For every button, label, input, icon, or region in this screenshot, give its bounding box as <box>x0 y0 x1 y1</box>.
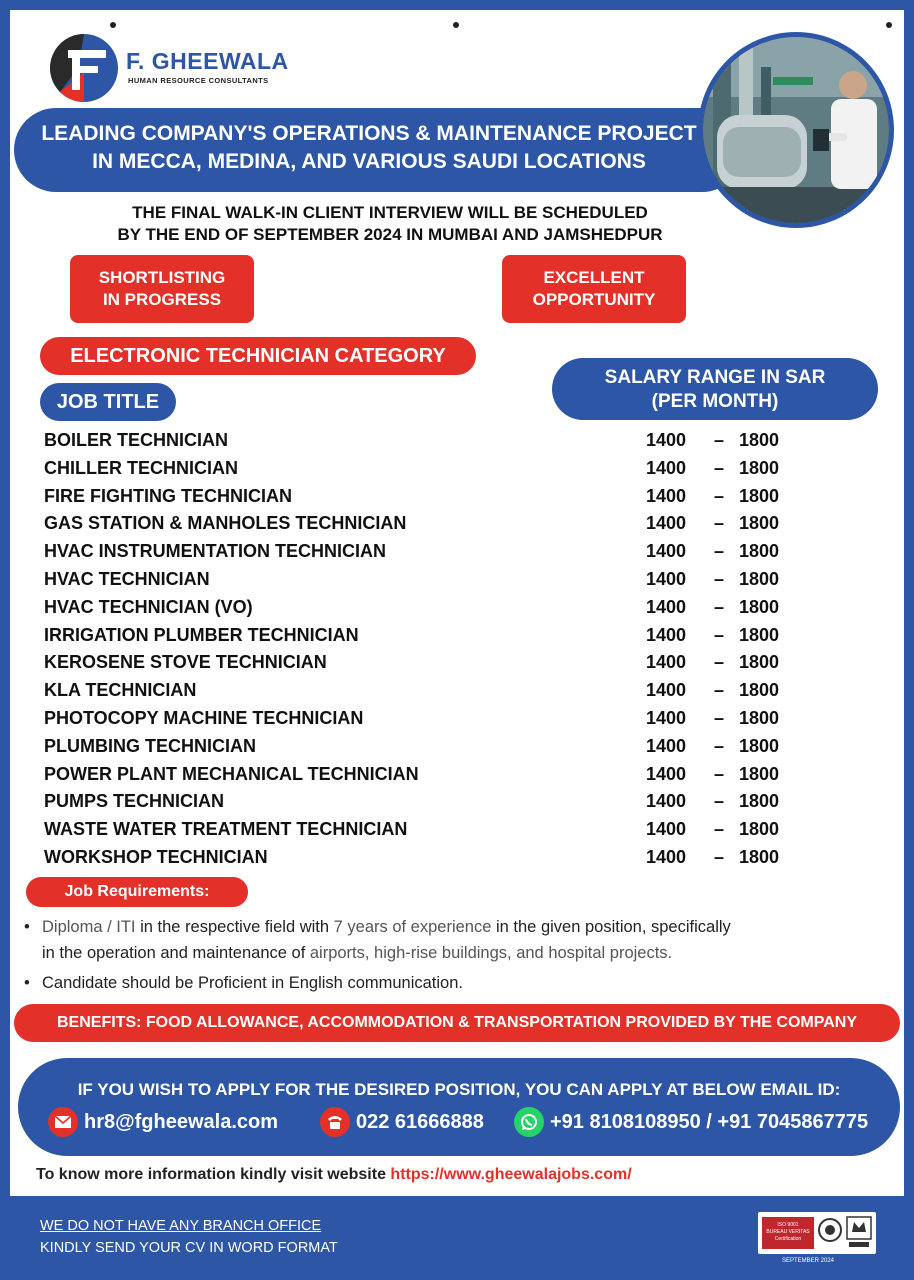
job-title: HVAC INSTRUMENTATION TECHNICIAN <box>44 541 386 562</box>
salary-max: 1800 <box>739 819 780 840</box>
job-title: PHOTOCOPY MACHINE TECHNICIAN <box>44 707 364 728</box>
interview-line: THE FINAL WALK-IN CLIENT INTERVIEW WILL BE SCHEDULED <box>132 203 648 222</box>
job-row <box>44 733 854 761</box>
req-text: in the operation and maintenance of <box>42 944 310 962</box>
salary-min: 1400 <box>646 846 687 867</box>
job-row <box>44 622 854 650</box>
pin-dot <box>886 22 892 28</box>
job-row <box>44 566 854 594</box>
pin-dot <box>110 22 116 28</box>
contact-intro: IF YOU WISH TO APPLY FOR THE DESIRED POSITION, YOU CAN APPLY AT BELOW EMAIL ID: <box>77 1080 841 1099</box>
salary-min: 1400 <box>646 513 687 534</box>
job-title: WORKSHOP TECHNICIAN <box>44 846 268 867</box>
requirement-item <box>24 914 884 966</box>
job-row <box>44 816 854 844</box>
job-row <box>44 483 854 511</box>
ukas-crown-icon <box>846 1216 872 1250</box>
salary-max: 1800 <box>739 596 780 617</box>
jobs-table <box>44 427 854 872</box>
job-title-header: JOB TITLE <box>40 383 176 421</box>
salary-dash: – <box>714 791 725 812</box>
technician-photo <box>698 32 894 228</box>
contact-panel <box>18 1058 900 1156</box>
website-text: To know more information kindly visit website <box>36 1166 391 1183</box>
salary-dash: – <box>714 735 725 756</box>
job-title: HVAC TECHNICIAN <box>44 568 210 589</box>
phone-contact[interactable] <box>320 1106 484 1138</box>
phone-number[interactable]: 022 61666888 <box>356 1110 484 1133</box>
salary-min: 1400 <box>646 819 687 840</box>
salary-max: 1800 <box>739 568 780 589</box>
job-title: GAS STATION & MANHOLES TECHNICIAN <box>44 513 407 534</box>
website-line <box>36 1166 632 1184</box>
headline-line: IN MECCA, MEDINA, AND VARIOUS SAUDI LOCATIONS <box>92 150 646 173</box>
salary-dash: – <box>714 763 725 784</box>
salary-dash: – <box>714 457 725 478</box>
job-title: BOILER TECHNICIAN <box>44 430 228 450</box>
company-logo-icon <box>48 32 120 104</box>
job-title: PUMPS TECHNICIAN <box>44 791 225 812</box>
certification-badge-icon: ISO 9001 BUREAU VERITAS Certification <box>762 1217 814 1249</box>
email-contact[interactable] <box>48 1106 278 1138</box>
salary-header-line: SALARY RANGE IN SAR <box>604 367 826 388</box>
salary-dash: – <box>714 596 725 617</box>
whatsapp-contact[interactable] <box>514 1106 868 1138</box>
req-text: in the respective field with <box>135 918 334 936</box>
pin-dot <box>453 22 459 28</box>
salary-min: 1400 <box>646 707 687 728</box>
salary-min: 1400 <box>646 791 687 812</box>
badge-line: OPPORTUNITY <box>532 290 656 309</box>
interview-line: BY THE END OF SEPTEMBER 2024 IN MUMBAI AND JAMSHEDPUR <box>117 225 663 244</box>
salary-dash: – <box>714 513 725 534</box>
requirements-heading: Job Requirements: <box>26 877 248 907</box>
salary-max: 1800 <box>739 791 780 812</box>
salary-dash: – <box>714 430 725 450</box>
benefits-banner: BENEFITS: FOOD ALLOWANCE, ACCOMMODATION & TRANSPORTATION PROVIDED BY THE COMPANY <box>14 1004 900 1042</box>
salary-dash: – <box>714 624 725 645</box>
job-poster <box>10 10 904 1196</box>
salary-min: 1400 <box>646 624 687 645</box>
req-text: airports, high-rise buildings, and hospital projects. <box>309 944 673 962</box>
category-heading: ELECTRONIC TECHNICIAN CATEGORY <box>40 337 476 375</box>
job-title: CHILLER TECHNICIAN <box>44 457 238 478</box>
requirements-list <box>24 914 884 1000</box>
salary-min: 1400 <box>646 680 687 701</box>
req-text: in the given position, specifically <box>491 918 731 936</box>
whatsapp-icon <box>514 1107 544 1137</box>
certification-date: SEPTEMBER 2024 <box>782 1258 835 1264</box>
salary-dash: – <box>714 541 725 562</box>
salary-dash: – <box>714 652 725 673</box>
job-row <box>44 705 854 733</box>
salary-min: 1400 <box>646 457 687 478</box>
brand-tagline: HUMAN RESOURCE CONSULTANTS <box>128 76 269 85</box>
salary-min: 1400 <box>646 485 687 506</box>
badge-line: IN PROGRESS <box>102 290 222 309</box>
salary-max: 1800 <box>739 652 780 673</box>
job-title: FIRE FIGHTING TECHNICIAN <box>44 485 292 506</box>
footer-cv-notice: KINDLY SEND YOUR CV IN WORD FORMAT <box>40 1240 338 1256</box>
salary-min: 1400 <box>646 541 687 562</box>
job-row <box>44 427 854 455</box>
salary-max: 1800 <box>739 485 780 506</box>
job-title: IRRIGATION PLUMBER TECHNICIAN <box>44 624 359 645</box>
job-title: POWER PLANT MECHANICAL TECHNICIAN <box>44 763 419 784</box>
seal-icon <box>818 1216 842 1250</box>
email-address[interactable]: hr8@fgheewala.com <box>84 1110 279 1133</box>
industrial-scene-icon <box>703 37 889 223</box>
headline-banner <box>14 108 744 192</box>
salary-max: 1800 <box>739 624 780 645</box>
job-row <box>44 761 854 789</box>
website-link[interactable]: https://www.gheewalajobs.com/ <box>390 1166 632 1183</box>
brand-name: F. GHEEWALA <box>126 48 289 74</box>
job-row <box>44 649 854 677</box>
req-text: Diploma / ITI <box>42 918 136 936</box>
job-row <box>44 594 854 622</box>
job-title: PLUMBING TECHNICIAN <box>44 735 256 756</box>
salary-max: 1800 <box>739 735 780 756</box>
job-title: WASTE WATER TREATMENT TECHNICIAN <box>44 819 408 840</box>
job-row <box>44 788 854 816</box>
opportunity-badge <box>502 255 686 323</box>
certification-badges <box>758 1212 876 1254</box>
salary-dash: – <box>714 568 725 589</box>
salary-max: 1800 <box>739 513 780 534</box>
job-title: KLA TECHNICIAN <box>44 680 197 701</box>
salary-max: 1800 <box>739 430 780 450</box>
job-row <box>44 510 854 538</box>
mail-icon <box>48 1107 78 1137</box>
job-row <box>44 844 854 872</box>
interview-notice <box>30 202 750 246</box>
salary-dash: – <box>714 846 725 867</box>
badge-line: EXCELLENT <box>543 268 645 287</box>
job-row <box>44 677 854 705</box>
salary-header-line: (PER MONTH) <box>651 391 779 412</box>
salary-min: 1400 <box>646 430 687 450</box>
salary-max: 1800 <box>739 457 780 478</box>
salary-max: 1800 <box>739 763 780 784</box>
phone-icon <box>320 1107 350 1137</box>
shortlisting-badge <box>70 255 254 323</box>
salary-dash: – <box>714 485 725 506</box>
salary-dash: – <box>714 680 725 701</box>
salary-max: 1800 <box>739 846 780 867</box>
req-text: 7 years of experience <box>333 918 492 936</box>
job-row <box>44 538 854 566</box>
salary-header <box>552 358 878 420</box>
whatsapp-numbers[interactable]: +91 8108108950 / +91 7045867775 <box>550 1110 869 1133</box>
req-text: Candidate should be Proficient in English communication. <box>42 974 463 992</box>
footer-branch-notice: WE DO NOT HAVE ANY BRANCH OFFICE <box>40 1218 322 1234</box>
job-title: HVAC TECHNICIAN (VO) <box>44 596 253 617</box>
salary-dash: – <box>714 707 725 728</box>
salary-min: 1400 <box>646 763 687 784</box>
salary-dash: – <box>714 819 725 840</box>
salary-min: 1400 <box>646 568 687 589</box>
salary-max: 1800 <box>739 541 780 562</box>
job-row <box>44 455 854 483</box>
salary-max: 1800 <box>739 680 780 701</box>
headline-line: LEADING COMPANY'S OPERATIONS & MAINTENANCE PROJECT <box>41 122 697 145</box>
salary-min: 1400 <box>646 596 687 617</box>
badge-line: SHORTLISTING <box>98 268 226 287</box>
salary-min: 1400 <box>646 652 687 673</box>
salary-min: 1400 <box>646 735 687 756</box>
requirement-item <box>24 970 884 996</box>
salary-max: 1800 <box>739 707 780 728</box>
job-title: KEROSENE STOVE TECHNICIAN <box>44 652 327 673</box>
